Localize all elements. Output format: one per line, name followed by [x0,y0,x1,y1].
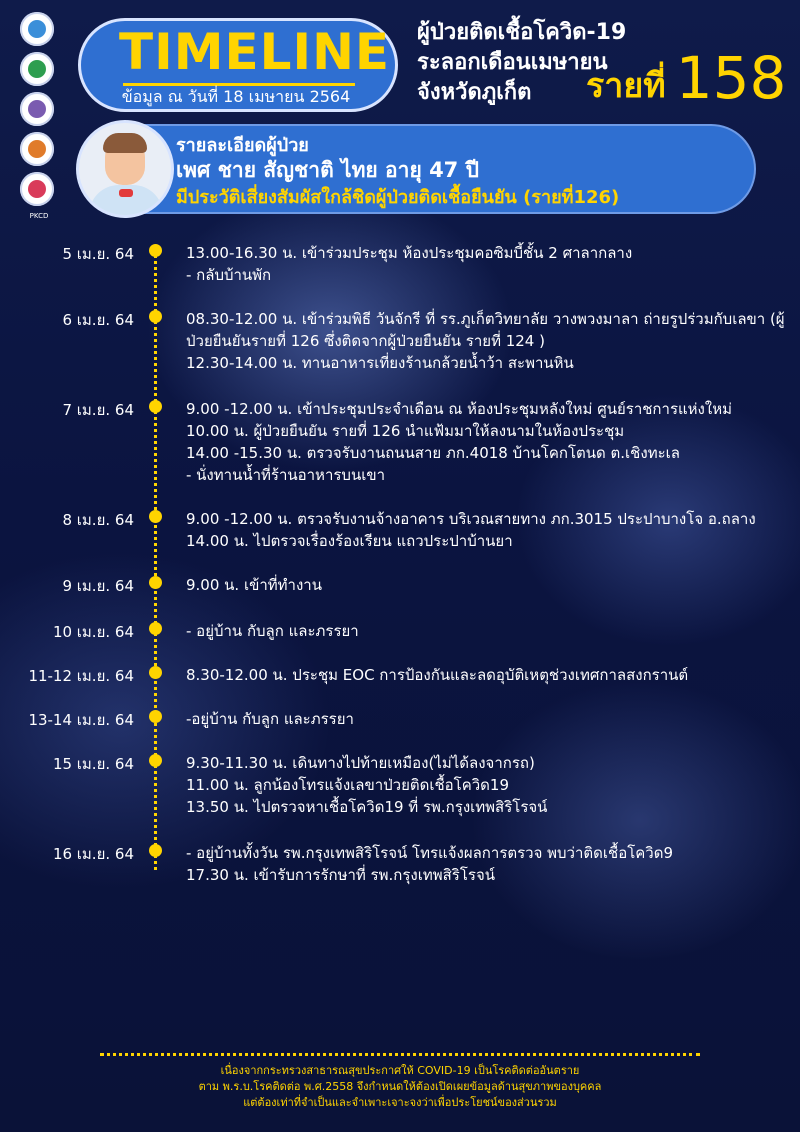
timeline-date: 11-12 เม.ย. 64 [28,667,134,685]
footer-divider [100,1053,700,1056]
agency-logo-5 [20,172,54,206]
footer-line-3: แต่ต้องเท่าที่จำเป็นและจำเพาะเจาะจงว่าเพื่อประโยชน์ของส่วนรวม [243,1096,557,1109]
timeline-detail-line: 9.00 -12.00 น. ตรวจรับงานจ้างอาคาร บริเวณสายทาง ภก.3015 ประปาบางโจ อ.ถลาง [186,510,756,528]
timeline-dot-icon [149,844,162,857]
timeline-dot-icon [149,400,162,413]
timeline-detail-line: 12.30-14.00 น. ทานอาหารเที่ยงร้านกล้วยน้ำว้า สะพานหิน [186,354,574,372]
patient-details-card [78,124,756,214]
timeline-details [186,752,786,818]
timeline-detail-line: 14.00 -15.30 น. ตรวจรับงานถนนสาย ภก.4018 บ้านโคกโตนด ต.เชิงทะเล [186,444,680,462]
agency-logo-1 [20,12,54,46]
agency-logo-2 [20,52,54,86]
timeline-detail-line: - กลับบ้านพัก [186,266,272,284]
timeline-date: 6 เม.ย. 64 [62,311,134,329]
timeline-detail-line: 8.30-12.00 น. ประชุม EOC การป้องกันและลดอุบัติเหตุช่วงเทศกาลสงกรานต์ [186,666,689,684]
patient-details-title: รายละเอียดผู้ป่วย [176,135,309,156]
case-number: 158 [675,44,787,112]
timeline-detail-line: - อยู่บ้านทั้งวัน รพ.กรุงเทพสิริโรจน์ โทรแจ้งผลการตรวจ พบว่าติดเชื้อโควิด9 [186,844,674,862]
agency-logo-3 [20,92,54,126]
case-number-block [586,44,786,112]
timeline-date: 10 เม.ย. 64 [52,623,134,641]
patient-risk: มีประวัติเสี่ยงสัมผัสใกล้ชิดผู้ป่วยติดเชื้อยืนยัน (รายที่126) [176,187,620,208]
timeline-date: 8 เม.ย. 64 [62,511,134,529]
timeline-dot-icon [149,754,162,767]
patient-avatar-icon [76,120,174,218]
timeline-date: 7 เม.ย. 64 [62,401,134,419]
timeline-detail-line: -อยู่บ้าน กับลูก และภรรยา [186,710,354,728]
heading-line-3: จังหวัดภูเก็ต [417,80,532,105]
timeline-detail-line: 11.00 น. ลูกน้องโทรแจ้งเลขาป่วยติดเชื้อโควิด19 [186,776,510,794]
timeline-detail-line: 08.30-12.00 น. เข้าร่วมพิธี วันจักรี ที่ รร.ภูเก็ตวิทยาลัย วางพวงมาลา ถ่ายรูปร่วมกับเลขา (ผู้ป่วยยืนยันรายที่ 126 ซึ่งติดจากผู้ป่วยยืนยัน รายที่ 124 ) [186,310,785,350]
timeline-dot-icon [149,622,162,635]
timeline-details [186,708,786,730]
patient-info: เพศ ชาย สัญชาติ ไทย อายุ 47 ปี [176,158,479,182]
timeline-detail-line: - อยู่บ้าน กับลูก และภรรยา [186,622,359,640]
timeline-axis [154,250,157,870]
timeline-dot-icon [149,244,162,257]
timeline-details [186,574,786,596]
timeline-dot-icon [149,710,162,723]
timeline-dot-icon [149,510,162,523]
footer-notice [80,1063,720,1111]
timeline-details [186,508,786,552]
logo-column [20,12,58,220]
timeline-detail-line: 13.00-16.30 น. เข้าร่วมประชุม ห้องประชุมคอซิมบี้ชั้น 2 ศาลากลาง [186,244,633,262]
timeline-dot-icon [149,576,162,589]
timeline-detail-line: 14.00 น. ไปตรวจเรื่องร้องเรียน แถวประปาบ้านยา [186,532,513,550]
timeline-detail-line: 13.50 น. ไปตรวจหาเชื้อโควิด19 ที่ รพ.กรุงเทพสิริโรจน์ [186,798,548,816]
pkcd-label: PKCD [29,212,49,220]
timeline-dot-icon [149,666,162,679]
timeline-details [186,664,786,686]
timeline-date: 5 เม.ย. 64 [62,245,134,263]
footer-line-1: เนื่องจากกระทรวงสาธารณสุขประกาศให้ COVID-19 เป็นโรคติดต่ออันตราย [220,1064,580,1077]
timeline-detail-line: 9.30-11.30 น. เดินทางไปท้ายเหมือง(ไม่ได้ลงจากรถ) [186,754,535,772]
case-label: รายที่ [586,66,666,106]
timeline-date: 9 เม.ย. 64 [62,577,134,595]
timeline-details [186,308,786,374]
data-date: ข้อมูล ณ วันที่ 18 เมษายน 2564 [121,87,351,106]
timeline-details [186,398,786,486]
footer-line-2: ตาม พ.ร.บ.โรคติดต่อ พ.ศ.2558 จึงกำหนดให้ต้องเปิดเผยข้อมูลด้านสุขภาพของบุคคล [198,1080,602,1093]
timeline-details [186,242,786,286]
heading-line-1: ผู้ป่วยติดเชื้อโควิด-19 [417,20,627,45]
timeline-title-badge [78,18,398,112]
timeline-date: 15 เม.ย. 64 [52,755,134,773]
timeline-dot-icon [149,310,162,323]
timeline-date: 16 เม.ย. 64 [52,845,134,863]
timeline-details [186,620,786,642]
timeline-date: 13-14 เม.ย. 64 [28,711,134,729]
agency-logo-4 [20,132,54,166]
heading-line-2: ระลอกเดือนเมษายน [417,50,608,75]
timeline-detail-line: 10.00 น. ผู้ป่วยยืนยัน รายที่ 126 นำแฟ้มมาให้ลงนามในห้องประชุม [186,422,625,440]
timeline-details [186,842,786,886]
timeline-detail-line: 17.30 น. เข้ารับการรักษาที่ รพ.กรุงเทพสิริโรจน์ [186,866,495,884]
timeline-detail-line: - นั่งทานน้ำที่ร้านอาหารบนเขา [186,466,385,484]
timeline-title: TIMELINE [119,23,391,81]
timeline-detail-line: 9.00 น. เข้าที่ทำงาน [186,576,322,594]
timeline-detail-line: 9.00 -12.00 น. เข้าประชุมประจำเดือน ณ ห้องประชุมหลังใหม่ ศูนย์ราชการแห่งใหม่ [186,400,732,418]
